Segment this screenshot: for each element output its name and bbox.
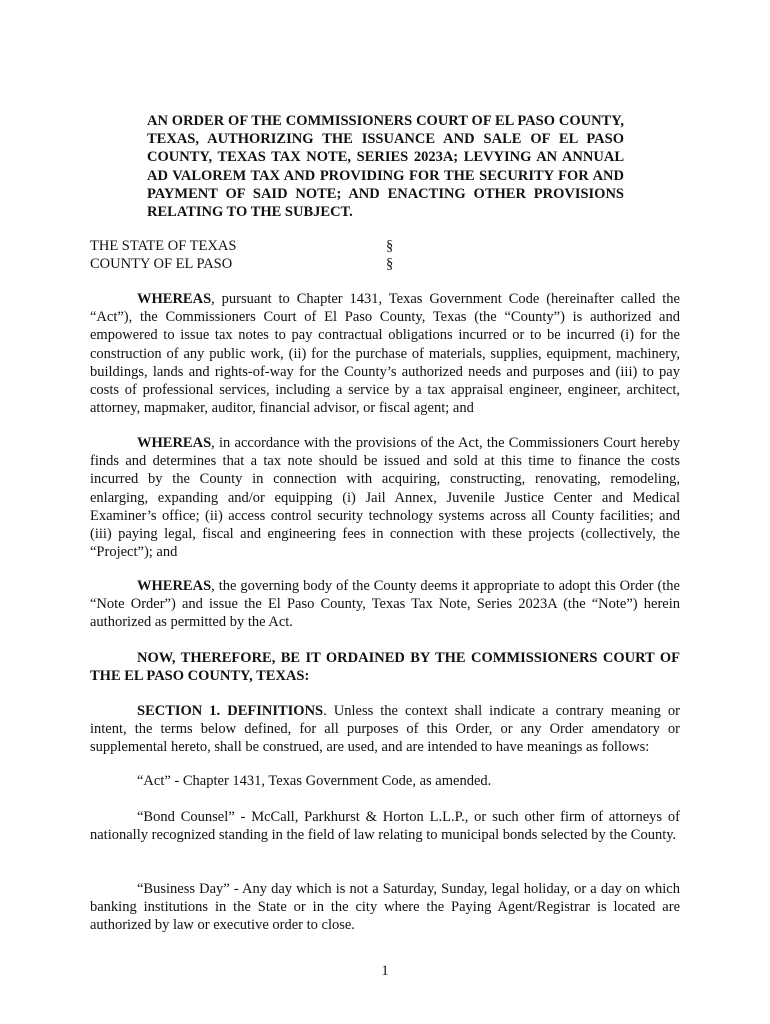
section-heading: SECTION 1. DEFINITIONS <box>137 703 324 719</box>
whereas-paragraph-1 <box>90 290 680 417</box>
section-symbol: § <box>386 238 394 254</box>
venue-row-county <box>90 255 410 273</box>
whereas-lead: WHEREAS <box>137 291 212 307</box>
venue-row-state <box>90 237 410 255</box>
page-number: 1 <box>381 963 389 979</box>
ordained-clause: NOW, THEREFORE, BE IT ORDAINED BY THE COMMISSIONERS COURT OF THE EL PASO COUNTY, TEXAS: <box>90 650 680 685</box>
section-text: . Unless the context shall indicate a contrary meaning or intent, the terms below defined, for all purposes of this Order, or any Order amendatory or supplemental hereto, shall be construed, are used, and are intended to have meanings as follows: <box>90 703 680 756</box>
whereas-paragraph-2 <box>90 434 680 561</box>
definition-bond-counsel: “Bond Counsel” - McCall, Parkhurst & Horton L.L.P., or such other firm of attorneys of nationally recognized standing in the field of law relating to municipal bonds selected by the County. <box>90 809 680 844</box>
venue-block <box>90 237 410 273</box>
whereas-text: , the governing body of the County deems it appropriate to adopt this Order (the “Note Order”) and issue the El Paso County, Texas Tax Note, Series 2023A (the “Note”) herein authorized as permitted by the Act. <box>90 578 680 631</box>
venue-county: COUNTY OF EL PASO <box>90 256 233 273</box>
whereas-text: , in accordance with the provisions of the Act, the Commissioners Court hereby finds and determines that a tax note should be issued and sold at this time to finance the costs incurred by the County in connection with acquiring, constructing, renovating, remodeling, enlarging, expanding and/or equipping (i) Jail Annex, Juvenile Justice Center and Medical Examiner’s office; (ii) access control security technology systems across all County facilities; and (iii) paying legal, fiscal and engineering fees in connection with these projects (collectively, the “Project”); and <box>90 435 680 561</box>
whereas-lead: WHEREAS <box>137 578 212 594</box>
definition-act: “Act” - Chapter 1431, Texas Government Code, as amended. <box>137 773 492 789</box>
venue-state: THE STATE OF TEXAS <box>90 238 237 254</box>
order-title: AN ORDER OF THE COMMISSIONERS COURT OF EL PASO COUNTY, TEXAS, AUTHORIZING THE ISSUANCE AND SALE OF EL PASO COUNTY, TEXAS TAX NOTE, SERIES 2023A; LEVYING AN ANNUAL AD VALOREM TAX AND PROVIDING FOR THE SECURITY FOR AND PAYMENT OF SAID NOTE; AND ENACTING OTHER PROVISIONS RELATING TO THE SUBJECT. <box>147 113 624 221</box>
whereas-text: , pursuant to Chapter 1431, Texas Government Code (hereinafter called the “Act”), the Commissioners Court of El Paso County, Texas (the “County”) is authorized and empowered to issue tax notes to pay contractual obligations incurred or to be incurred (i) for the construction of any public work, (ii) for the purchase of materials, supplies, equipment, machinery, buildings, lands and rights-of-way for the County’s authorized needs and purposes and (iii) to pay costs of professional services, including a service by a tax appraisal engineer, engineer, architect, attorney, mapmaker, auditor, financial advisor, or fiscal agent; and <box>90 291 680 417</box>
whereas-paragraph-3 <box>90 577 680 632</box>
definition-business-day: “Business Day” - Any day which is not a Saturday, Sunday, legal holiday, or a day on which banking institutions in the State or in the city where the Paying Agent/Registrar is located are authorized by law or executive order to close. <box>90 881 680 934</box>
section-1-definitions <box>90 702 680 757</box>
section-symbol: § <box>386 256 394 273</box>
whereas-lead: WHEREAS <box>137 435 212 451</box>
